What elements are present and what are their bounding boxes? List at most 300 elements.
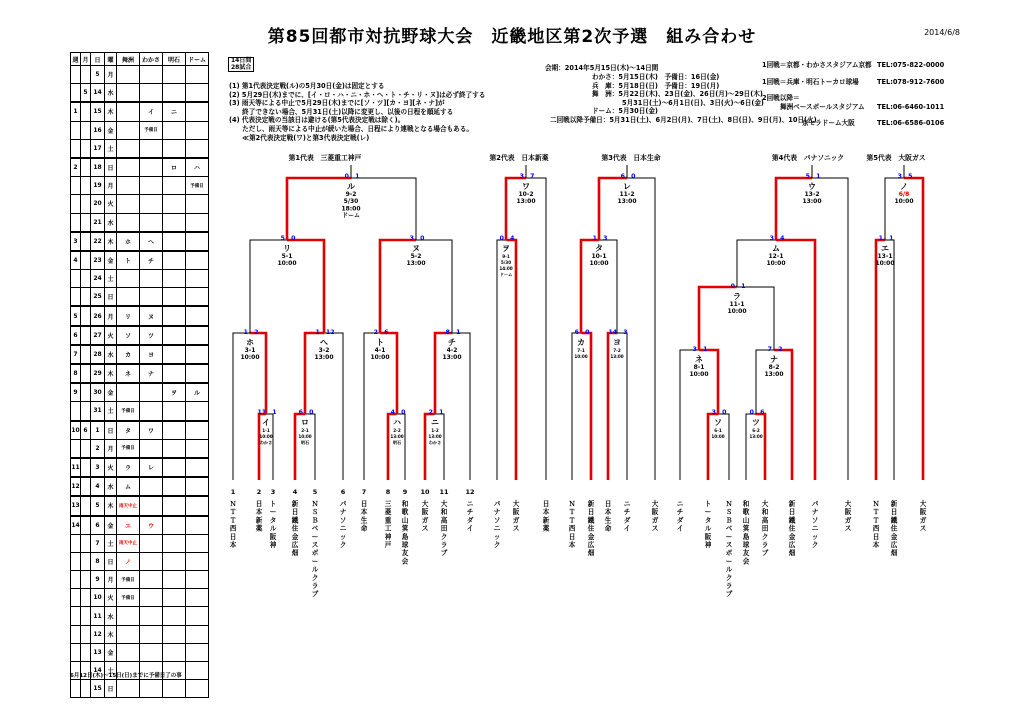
grid-cell: 金	[105, 383, 117, 402]
game-score: 6 0	[620, 173, 636, 180]
team-name-char: チ	[676, 508, 684, 517]
grid-footnote: 6月12日(木)～15日(日)までに予備日了の事	[70, 673, 182, 679]
team-name	[920, 499, 927, 533]
venue-dates: 5月31日(土)、6月2日(月)、7日(土)、8日(日)、9日(月)、10日(火)	[609, 115, 817, 124]
team-name-char: 薬	[542, 524, 550, 533]
grid-cell: 15	[91, 102, 105, 121]
team-name-char: 新	[890, 500, 898, 508]
game-info: 10-1	[591, 253, 607, 260]
game-id: ヨ	[613, 338, 621, 347]
team-name-char: ル	[269, 524, 277, 533]
team-name-char: ソ	[339, 516, 347, 525]
grid-cell: 10	[91, 589, 105, 607]
game-score: 1 2	[243, 329, 259, 336]
game-info: 5/30	[500, 260, 512, 265]
game-score: 6 0	[298, 409, 314, 416]
team-name-char: ソ	[493, 516, 501, 525]
team-name-char: 生	[360, 516, 368, 525]
grid-cell: 水	[105, 607, 117, 625]
grid-cell: ネ	[117, 364, 140, 383]
game-info: 13:00	[390, 434, 404, 439]
venue-dates: 5月18日(日) 予備日：19日(月)	[618, 81, 720, 90]
game-id: ネ	[695, 355, 703, 364]
game-info: 1-2	[431, 428, 439, 433]
game-score: 0 6	[749, 409, 765, 416]
grid-cell: 13	[71, 496, 81, 515]
team-name-char: イ	[466, 524, 474, 533]
team-name-char: 日	[872, 532, 880, 541]
team-name-char: 島	[742, 532, 750, 541]
game-info: 8-1	[693, 364, 705, 371]
team-name-char: ラ	[440, 541, 448, 549]
grid-cell: 23	[91, 251, 105, 270]
winner-path	[904, 178, 923, 480]
grid-cell: イ	[140, 102, 163, 121]
game-info: 明石	[392, 440, 402, 445]
game-info: 10:00	[711, 434, 725, 439]
team-name-char: 阪	[704, 532, 712, 541]
team-name-char: Ｔ	[229, 516, 237, 525]
team-name-char: ニ	[676, 500, 684, 508]
game-info: 11-2	[619, 191, 635, 198]
team-name-char: ニ	[466, 500, 474, 508]
team-name-char: 菱	[384, 508, 392, 517]
team-name	[361, 500, 368, 533]
grid-cell: 日	[105, 552, 117, 570]
team-name-char: 高	[761, 516, 769, 525]
grid-cell: ロ	[163, 158, 186, 177]
team-name-char: ー	[311, 557, 319, 566]
representative-label: 第2代表 日本新薬	[489, 154, 549, 162]
grid-cell: 15	[91, 680, 105, 698]
team-name-char: 西	[229, 524, 237, 533]
game-info: わかさ	[259, 440, 273, 445]
grid-cell: 26	[91, 306, 105, 325]
grid-cell: 29	[91, 364, 105, 383]
team-name-char: 日	[291, 508, 299, 517]
stadium-tel: TEL:078-912-7600	[877, 77, 945, 86]
bracket-line	[776, 178, 848, 480]
game-id: へ	[320, 338, 328, 347]
game-id: リ	[283, 244, 291, 253]
team-name	[743, 499, 750, 565]
stadium-name: 2回戦以降＝	[762, 94, 800, 102]
team-name-char: ラ	[311, 582, 319, 590]
game-info: 14:00	[499, 266, 513, 271]
team-name-char: 日	[587, 508, 595, 517]
game-score: 6 0	[574, 329, 590, 336]
grid-cell: ツ	[140, 326, 163, 345]
grid-cell: 19	[91, 177, 105, 195]
team-name	[513, 499, 520, 533]
team-name-char: ー	[725, 532, 733, 541]
grid-cell: 4	[91, 477, 105, 496]
team-name-char: ス	[919, 524, 927, 533]
grid-cell: 31	[91, 402, 105, 421]
team-name	[467, 500, 474, 533]
team-name-char: パ	[493, 500, 501, 508]
team-name	[762, 499, 769, 557]
grid-cell: 6	[91, 516, 105, 535]
game-id: ニ	[431, 418, 439, 427]
game-info: 13:00	[428, 434, 442, 439]
team-name	[543, 500, 550, 533]
grid-cell: 木	[105, 496, 117, 515]
team-name	[312, 500, 319, 598]
grid-cell: 土	[105, 270, 117, 288]
grid-header: 曜	[105, 53, 117, 66]
days-count: 14日間	[231, 57, 252, 64]
team-name-char: 本	[604, 508, 612, 517]
team-name-char: 三	[384, 500, 392, 508]
game-id: ヲ	[502, 244, 510, 253]
game-info: 8-2	[768, 364, 780, 371]
representative-label: 第1代表 三菱重工神戸	[288, 154, 362, 162]
game-info: 4-1	[374, 347, 386, 354]
grid-cell: 5	[71, 306, 81, 325]
team-name-char: 島	[401, 532, 409, 541]
grid-cell: 25	[91, 288, 105, 307]
team-name-char: ッ	[339, 532, 347, 541]
grid-cell: 14	[91, 662, 105, 680]
team-name-char: Ｔ	[568, 516, 576, 525]
team-name-char: ス	[844, 524, 852, 533]
team-name-char: 畑	[587, 549, 595, 558]
game-id: ノ	[900, 182, 908, 191]
team-name-char: 日	[568, 532, 576, 541]
grid-cell: 17	[91, 139, 105, 158]
team-name-char: ス	[311, 541, 319, 549]
team-name-char: 大	[512, 500, 520, 508]
game-id: ル	[347, 182, 355, 191]
game-score: 1 3	[592, 235, 608, 242]
game-info: 10:00	[875, 260, 895, 268]
team-name-char: 広	[291, 541, 299, 549]
team-name-char: 阪	[512, 508, 520, 517]
grid-cell: 火	[105, 589, 117, 607]
team-name-char: ー	[725, 557, 733, 566]
team-name-char: 広	[587, 541, 595, 549]
team-name-char: 畑	[890, 549, 898, 558]
team-name-char: タ	[269, 516, 277, 525]
game-info: 10:00	[727, 308, 747, 316]
team-name-char: 新	[542, 516, 550, 525]
game-info: 10:00	[277, 260, 297, 268]
team-name-char: 日	[788, 508, 796, 517]
note-line: (4) 代表決定戦の当該日は避ける(第5代表決定戦は除く)。	[229, 116, 405, 125]
stadium-name: 1回戦＝兵庫・明石トーカロ球場	[762, 77, 859, 86]
team-name-char: 命	[360, 524, 368, 533]
grid-cell: 月	[105, 66, 117, 84]
team-name-char: 本	[255, 508, 263, 517]
team-name-char: 大	[761, 500, 769, 508]
game-info: ドーム	[499, 272, 513, 277]
game-score: 3 5	[897, 173, 913, 180]
team-name-char: 戸	[384, 541, 392, 549]
team-name-char: ニ	[623, 500, 631, 508]
team-name-char: Ｓ	[311, 508, 319, 517]
team-name	[812, 500, 819, 549]
team-name	[605, 500, 612, 533]
game-info: 13:00	[764, 371, 784, 379]
team-name-char: ナ	[339, 508, 347, 517]
grid-cell: 13	[91, 643, 105, 661]
grid-cell: レ	[140, 458, 163, 477]
team-name	[873, 500, 880, 549]
team-name-char: 阪	[919, 508, 927, 517]
grid-cell: 金	[105, 251, 117, 270]
game-id: ソ	[714, 418, 722, 427]
stadium-name: 1回戦＝京都・わかさスタジアム京都	[762, 61, 872, 69]
team-name-char: ベ	[311, 524, 319, 533]
game-id: カ	[577, 338, 585, 347]
team-name-char: 命	[604, 524, 612, 533]
grid-cell: 月	[105, 177, 117, 195]
grid-cell: 日	[105, 680, 117, 698]
team-name-char: イ	[676, 524, 684, 533]
team-name-char: 神	[384, 532, 392, 541]
team-name-char: 阪	[651, 508, 659, 517]
team-name-char: パ	[339, 500, 347, 508]
grid-cell: 金	[105, 121, 117, 139]
grid-cell: 10	[71, 421, 81, 440]
team-name-char: 新	[587, 500, 595, 508]
team-name-char: Ｂ	[725, 516, 733, 525]
bracket-line	[876, 240, 894, 480]
team-name	[230, 500, 237, 549]
grid-cell: ワ	[140, 421, 163, 440]
grid-cell: 木	[105, 625, 117, 643]
game-score: 5 0	[280, 235, 296, 242]
note-line: 終了できない場合、5月31日(土)以降に変更し、以後の日程を順延する	[229, 107, 454, 116]
grid-cell: 2	[91, 439, 105, 458]
grid-cell: 予備日	[117, 402, 140, 421]
grid-cell: 月	[105, 306, 117, 325]
game-score: 4 0	[390, 409, 406, 416]
team-name	[256, 500, 263, 533]
team-name-char: Ｓ	[725, 508, 733, 517]
grid-cell: 1	[71, 102, 81, 121]
note-line: (3) 雨天等による中止で5月29日(木)までに[ソ・ツ][カ・ヨ][ネ・ナ]が	[229, 99, 445, 108]
team-name-char: 日	[255, 500, 263, 508]
grid-cell: 12	[91, 625, 105, 643]
game-id: ウ	[808, 182, 816, 191]
grid-cell: ホ	[117, 232, 140, 251]
game-info: 11-1	[729, 301, 745, 308]
game-info: 10:00	[298, 434, 312, 439]
team-name-char: 住	[788, 524, 796, 533]
team-name-char: Ｎ	[872, 500, 880, 508]
grid-header: 週	[71, 53, 81, 66]
team-name-char: ス	[512, 524, 520, 533]
team-name	[624, 500, 631, 533]
team-name-char: 本	[872, 541, 880, 549]
grid-header: わかさ	[140, 53, 163, 66]
grid-cell: 22	[91, 232, 105, 251]
grid-cell: 予備日	[186, 177, 209, 195]
game-info: 7-2	[613, 348, 621, 353]
team-name-char: ト	[269, 500, 277, 508]
team-name	[845, 499, 852, 533]
team-name-char: 鐵	[788, 516, 796, 525]
grid-cell: ノ	[117, 552, 140, 570]
team-name-char: ニ	[493, 524, 501, 533]
grid-cell: 24	[91, 270, 105, 288]
grid-cell: 水	[105, 84, 117, 103]
grid-cell: 木	[105, 102, 117, 121]
grid-cell: 21	[91, 213, 105, 232]
team-name-char: ト	[704, 500, 712, 508]
game-score: 11 1	[257, 409, 277, 416]
game-score: 1 1	[878, 235, 894, 242]
grid-cell: ル	[186, 383, 209, 402]
team-name-char: 日	[890, 508, 898, 517]
team-name-char: 工	[384, 524, 392, 533]
team-name-char: 重	[384, 516, 392, 525]
team-name-char: 和	[761, 508, 769, 517]
grid-cell: 予備日	[117, 439, 140, 458]
grid-cell: 日	[105, 421, 117, 440]
team-name-char: 歌	[742, 508, 750, 517]
game-info: 10:00	[370, 354, 390, 362]
team-name-char: 本	[542, 508, 550, 517]
team-name	[652, 499, 659, 533]
team-name-char: 広	[788, 541, 796, 549]
game-info: 5/30	[343, 198, 359, 206]
team-name-char: 本	[568, 541, 576, 549]
team-number: 11	[439, 488, 449, 496]
grid-header: 日	[91, 53, 105, 66]
team-name-char: ス	[651, 524, 659, 533]
representative-label: 第5代表 大阪ガス	[866, 154, 926, 162]
grid-cell: 土	[105, 662, 117, 680]
team-name-char: ベ	[725, 524, 733, 533]
grid-cell: 火	[105, 326, 117, 345]
team-name-char: 田	[761, 524, 769, 533]
game-info: 12-1	[768, 253, 784, 260]
team-name-char: ガ	[919, 516, 927, 525]
grid-cell: ム	[117, 477, 140, 496]
team-name-char: ブ	[311, 590, 319, 599]
grid-cell: へ	[140, 232, 163, 251]
team-name-char: 金	[291, 532, 299, 541]
game-id: ナ	[770, 355, 778, 364]
team-number: 2	[256, 488, 262, 496]
team-name-char: ー	[311, 532, 319, 541]
team-name-char: ク	[761, 532, 769, 541]
grid-cell: 木	[105, 364, 117, 383]
grid-cell: ヨ	[140, 345, 163, 364]
team-name-char: ル	[704, 524, 712, 533]
grid-cell: 水	[105, 477, 117, 496]
team-name-char: 薬	[255, 524, 263, 533]
team-name-char: ラ	[761, 541, 769, 549]
team-name-char: 友	[401, 549, 409, 558]
team-name-char: ス	[725, 541, 733, 549]
game-info: 10-2	[518, 191, 534, 198]
bracket-line	[506, 178, 546, 480]
team-name-char: ク	[725, 573, 733, 582]
team-name-char: Ｔ	[872, 516, 880, 525]
game-id: ヌ	[412, 244, 420, 253]
team-name-char: ボ	[725, 549, 733, 558]
team-name-char: Ｎ	[229, 500, 237, 508]
team-name-char: ク	[811, 541, 819, 549]
team-name-char: ニ	[339, 524, 347, 533]
team-name	[385, 500, 392, 549]
team-name-char: 日	[604, 500, 612, 508]
game-id: ホ	[246, 338, 254, 347]
grid-cell: 予備日	[140, 121, 163, 139]
grid-cell: 2	[71, 158, 81, 177]
grid-cell: チ	[140, 251, 163, 270]
team-name-char: イ	[623, 524, 631, 533]
grid-cell: 土	[105, 534, 117, 552]
note-line: (2) 5月29日(木)までに、[イ・ロ・ハ・ニ・ホ・へ・ト・チ・リ・ヌ]は必ず終了する	[229, 90, 486, 99]
game-info: ドーム	[341, 212, 361, 220]
team-name-char: 大	[919, 500, 927, 508]
game-info: 10:00	[574, 354, 588, 359]
game-info: 2-2	[393, 428, 401, 433]
team-name-char: ス	[421, 524, 429, 533]
team-name	[569, 500, 576, 549]
game-info: 4-2	[446, 347, 458, 354]
venue-dates: 5月31日(土)～6月1日(日)、3日(火)～6日(金)	[622, 98, 764, 107]
game-id: ロ	[301, 418, 309, 427]
note-line: ≪第2代表決定戦(ワ)と第3代表決定戦(レ)	[229, 133, 370, 142]
grid-cell: 3	[91, 458, 105, 477]
game-score: 2 1	[428, 409, 444, 416]
stadium-name: 京セラドーム大阪	[802, 119, 855, 127]
team-name-char: タ	[704, 516, 712, 525]
team-name-char: ク	[440, 532, 448, 541]
game-info: わかさ	[428, 440, 442, 445]
team-name	[677, 500, 684, 533]
game-info: 13-1	[877, 253, 893, 260]
game-info: 6/8	[898, 191, 910, 198]
game-id: エ	[881, 244, 889, 253]
team-name-char: 神	[704, 541, 712, 549]
grid-cell: 金	[105, 643, 117, 661]
grid-cell: 18	[91, 158, 105, 177]
team-name-char: 西	[872, 524, 880, 533]
stadium-tel: TEL:06-6586-0106	[877, 119, 945, 127]
team-name-char: ガ	[844, 516, 852, 525]
game-info: 13:00	[442, 354, 462, 362]
game-info: 5-1	[281, 253, 293, 260]
grid-header: 月	[81, 53, 91, 66]
winner-path	[876, 240, 885, 480]
game-score: 3 7	[519, 173, 535, 180]
game-info: 18:00	[341, 205, 361, 213]
team-number: 6	[340, 488, 346, 496]
team-name-char: 友	[742, 549, 750, 558]
team-name-char: 阪	[269, 532, 277, 541]
game-info: 7-1	[577, 348, 585, 353]
game-score: 3 4	[769, 235, 785, 242]
grid-cell: 6	[81, 421, 91, 440]
game-score: 2 6	[373, 329, 389, 336]
grid-cell: ウ	[140, 516, 163, 535]
team-name-char: ブ	[761, 549, 769, 558]
stadium-tel: TEL:06-6460-1011	[877, 102, 945, 111]
team-name-char: 畑	[291, 549, 299, 558]
team-name-char: 歌	[401, 508, 409, 517]
venue-label: ドーム：	[592, 107, 619, 115]
grid-cell: リ	[117, 306, 140, 325]
representative-label: 第4代表 パナソニック	[771, 154, 845, 162]
grid-cell: 水	[105, 213, 117, 232]
